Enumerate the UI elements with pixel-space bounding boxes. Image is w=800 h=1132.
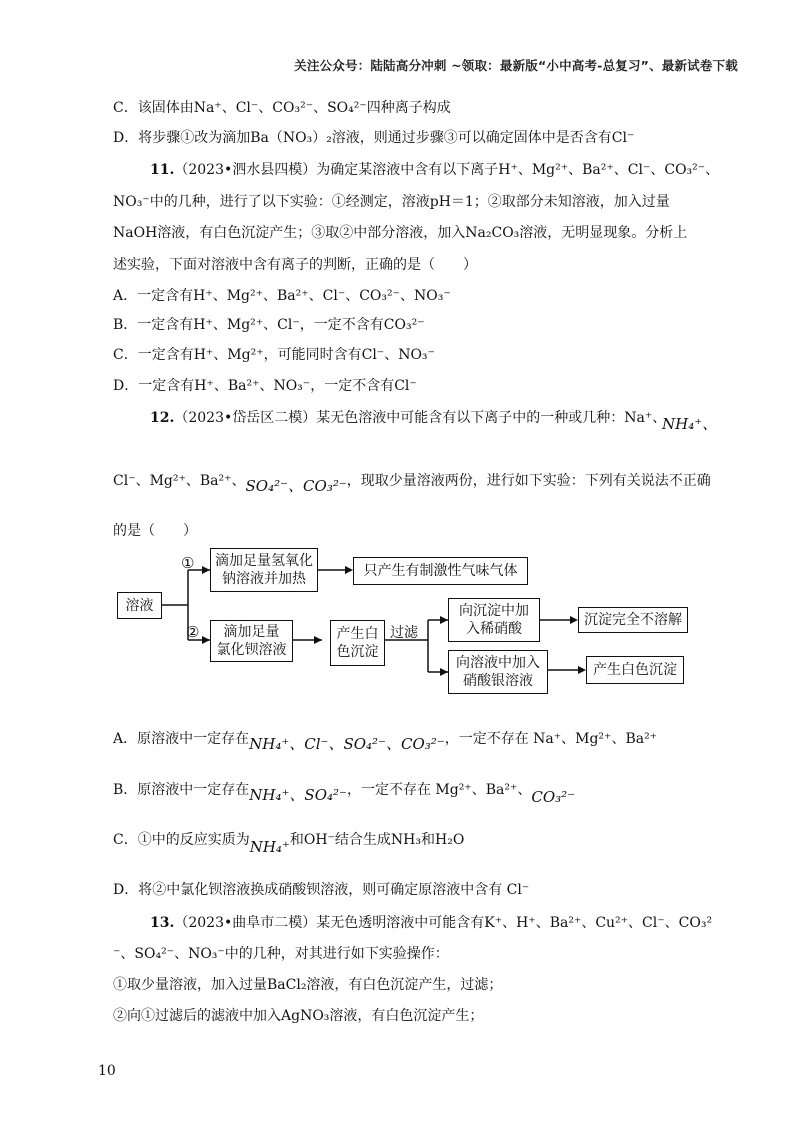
flow-precip-line2: 色沉淀 — [336, 644, 379, 660]
flow-precip-line1: 产生白 — [336, 626, 379, 642]
q13-step1: ①取少量溶液，加入过量BaCl₂溶液，有白色沉淀产生，过滤； — [113, 977, 503, 993]
q11-option-d: D．一定含有H⁺、Ba²⁺、NO₃⁻，一定不含有Cl⁻ — [113, 378, 417, 394]
flow-step2-line2: 氯化钡溶液 — [216, 642, 287, 658]
q11-line1 — [150, 160, 719, 180]
flow-marker-2: ② — [186, 623, 200, 641]
flow-filter-label: 过滤 — [390, 625, 418, 641]
q13-number: 13. — [150, 915, 175, 931]
prev-option-c: C．该固体由Na⁺、Cl⁻、CO₃²⁻、SO₄²⁻四种离子构成 — [113, 100, 451, 116]
flow-precip-box — [330, 620, 385, 666]
page-header: 关注公众号：陆陆高分冲刺 ~领取：最新版“小中高考-总复习”、最新试卷下载 — [294, 58, 738, 73]
q12-option-a-ions: NH₄⁺、Cl⁻、SO₄²⁻、CO₃²⁻ — [249, 735, 445, 753]
flow-branch-a-line2: 入稀硝酸 — [466, 621, 522, 637]
q13-step2: ②向①过滤后的滤液中加入AgNO₃溶液，有白色沉淀产生； — [113, 1008, 484, 1024]
q12-option-d: D．将②中氯化钡溶液换成硝酸钡溶液，则可确定原溶液中含有 Cl⁻ — [113, 882, 530, 898]
flow-result1-box: 只产生有制激性气味气体 — [353, 557, 528, 585]
q12-stem-1: （2023•岱岳区二模）某无色溶液中可能含有以下离子中的一种或几种：Na⁺、 — [174, 410, 667, 426]
q13-line1 — [150, 913, 712, 933]
q11-stem-1: （2023•泗水县四模）为确定某溶液中含有以下离子H⁺、Mg²⁺、Ba²⁺、Cl⁻、CO₃²⁻、 — [174, 162, 720, 178]
flow-result-a-box: 沉淀完全不溶解 — [578, 607, 688, 633]
flow-step2-line1: 滴加足量 — [223, 624, 280, 640]
page-number: 10 — [98, 1063, 116, 1079]
q13-line2: ⁻、SO₄²⁻、NO₃⁻中的几种，对其进行如下实验操作： — [113, 946, 449, 962]
q13-stem-1: （2023•曲阜市二模）某无色透明溶液中可能含有K⁺、H⁺、Ba²⁺、Cu²⁺、Cl⁻、CO₃² — [174, 915, 713, 931]
flow-step2-box — [210, 620, 293, 662]
q11-line2: NO₃⁻中的几种，进行了以下实验：①经测定，溶液pH＝1；②取部分未知溶液，加入过量 — [113, 194, 670, 210]
flow-branch-b-line2: 硝酸银溶液 — [463, 673, 533, 689]
q12-option-b: B．原溶液中一定存在NH₄⁺、SO₄²⁻，一定不存在 Mg²⁺、Ba²⁺、CO₃²⁻ — [113, 782, 576, 806]
prev-option-d: D．将步骤①改为滴加Ba（NO₃）₂溶液，则通过步骤③可以确定固体中是否含有Cl⁻ — [113, 130, 635, 146]
q12-option-b-tail: CO₃²⁻ — [531, 788, 576, 806]
flow-branch-a-line1: 向沉淀中加 — [459, 603, 529, 619]
q12-line1 — [150, 408, 666, 428]
q12-line2 — [113, 470, 711, 495]
flow-branch-a-box — [448, 598, 540, 642]
flow-solution-box: 溶液 — [117, 592, 162, 619]
q12-line3: 的是（ ） — [113, 523, 197, 539]
flow-branch-b-line1: 向溶液中加入 — [456, 655, 540, 671]
q12-so4-ion: SO₄²⁻、 — [245, 477, 304, 495]
q12-option-a: A．原溶液中一定存在NH₄⁺、Cl⁻、SO₄²⁻、CO₃²⁻，一定不存在 Na⁺、Mg²⁺、Ba²⁺ — [113, 731, 658, 753]
q12-option-b-ions: NH₄⁺、SO₄²⁻ — [249, 786, 347, 804]
q12-nh4-ion: NH₄⁺、 — [662, 415, 718, 433]
q11-line3: NaOH溶液，有白色沉淀产生；③取②中部分溶液，加入Na₂CO₃溶液，无明显现象。分析上 — [113, 225, 688, 241]
flow-step1-line2: 钠溶液并加热 — [222, 571, 306, 587]
flow-marker-1: ① — [181, 554, 195, 572]
q11-option-b: B．一定含有H⁺、Mg²⁺、Cl⁻，一定不含有CO₃²⁻ — [113, 317, 425, 333]
q11-number: 11. — [150, 162, 175, 178]
q12-number: 12. — [150, 410, 175, 426]
q11-line4: 述实验，下面对溶液中含有离子的判断，正确的是（ ） — [113, 257, 477, 273]
flow-step1-box — [210, 548, 318, 592]
q12-stem-2: ，现取少量溶液两份，进行如下实验：下列有关说法不正确 — [346, 473, 711, 489]
q12-option-c: C．①中的反应实质为NH₄⁺和OH⁻结合生成NH₃和H₂O — [113, 832, 465, 856]
q12-co3-ion: CO₃²⁻ — [303, 477, 347, 495]
flow-step1-line1: 滴加足量氢氧化 — [215, 553, 313, 569]
q12-ions-a: Cl⁻、Mg²⁺、Ba²⁺、 — [113, 473, 246, 489]
q11-option-c: C．一定含有H⁺、Mg²⁺，可能同时含有Cl⁻、NO₃⁻ — [113, 347, 435, 363]
q12-option-c-ion: NH₄⁺ — [249, 838, 290, 856]
q11-option-a: A．一定含有H⁺、Mg²⁺、Ba²⁺、Cl⁻、CO₃²⁻、NO₃⁻ — [113, 288, 451, 304]
flow-result-b-box: 产生白色沉淀 — [586, 656, 684, 684]
flow-branch-b-box — [448, 650, 548, 694]
